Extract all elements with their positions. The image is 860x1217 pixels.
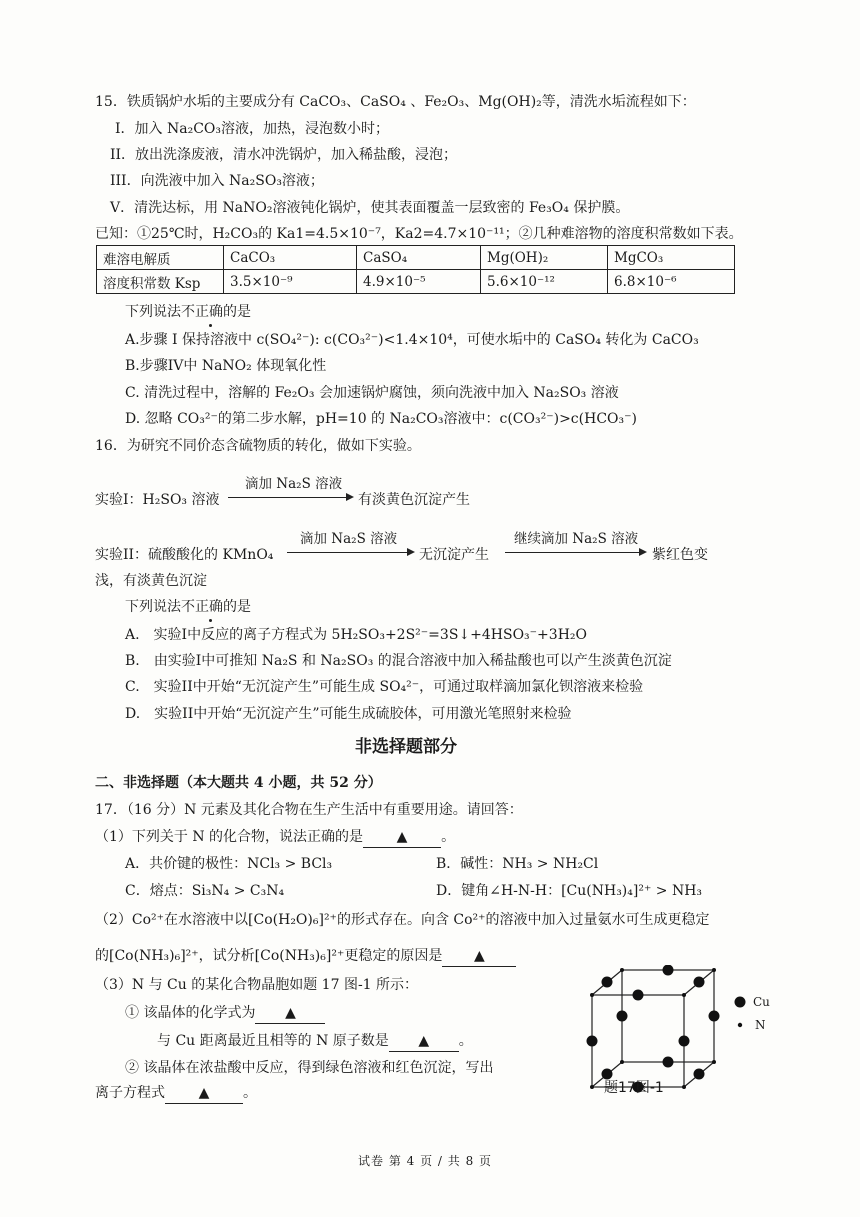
exp2-reagent-2: 继续滴加 Na₂S 溶液 bbox=[514, 531, 639, 547]
q17-p1-option-b: B．碱性：NH₃ > NH₂Cl bbox=[436, 856, 599, 872]
exp1-result: 有淡黄色沉淀产生 bbox=[358, 492, 470, 508]
q15-prompt: 下列说法不正确的是 bbox=[125, 304, 251, 320]
answer-blank[interactable] bbox=[255, 1003, 325, 1024]
answer-blank[interactable] bbox=[165, 1083, 243, 1104]
period: 。 bbox=[458, 1033, 473, 1049]
table-header-cell: Mg(OH)₂ bbox=[481, 246, 608, 270]
q17-part2-line2 bbox=[95, 946, 516, 967]
triangle-icon: ▲ bbox=[285, 1005, 296, 1021]
legend-cu-label: Cu bbox=[753, 995, 770, 1009]
q15-stem: 15．铁质锅炉水垢的主要成分有 CaCO₃、CaSO₄ 、Fe₂O₃、Mg(OH)₂等，清洗水垢流程如下： bbox=[95, 94, 696, 110]
q15-option-b: B.步骤IV中 NaNO₂ 体现氧化性 bbox=[125, 358, 327, 374]
q17-part3-1b bbox=[157, 1031, 473, 1052]
period: 。 bbox=[243, 1085, 257, 1101]
q16-option-b: B. 由实验I中可推知 Na₂S 和 Na₂SO₃ 的混合溶液中加入稀盐酸也可以产生淡黄色沉淀 bbox=[125, 653, 672, 669]
table-cell: 3.5×10⁻⁹ bbox=[224, 270, 357, 294]
q17-part2-text: 的[Co(NH₃)₆]²⁺，试分析[Co(NH₃)₆]²⁺更稳定的原因是 bbox=[95, 948, 443, 964]
q15-option-a: A.步骤 I 保持溶液中 c(SO₄²⁻): c(CO₃²⁻)<1.4×10⁴，可使水垢中的 CaSO₄ 转化为 CaCO₃ bbox=[125, 332, 699, 348]
table-cell: 溶度积常数 Ksp bbox=[97, 270, 224, 294]
table-header-cell: 难溶电解质 bbox=[97, 246, 224, 270]
q17-part3-2b-text: 离子方程式 bbox=[95, 1085, 165, 1101]
table-header-cell: MgCO₃ bbox=[608, 246, 735, 270]
triangle-icon: ▲ bbox=[418, 1033, 430, 1049]
q15-step-1: I．加入 Na₂CO₃溶液，加热，浸泡数小时； bbox=[115, 121, 389, 137]
q17-part3-2a: ② 该晶体在浓盐酸中反应，得到绿色溶液和红色沉淀，写出 bbox=[125, 1060, 494, 1076]
table-row bbox=[97, 246, 735, 270]
q16-option-a: A. 实验I中反应的离子方程式为 5H₂SO₃+2S²⁻=3S↓+4HSO₃⁻+3H₂O bbox=[125, 627, 587, 643]
answer-blank[interactable] bbox=[363, 827, 441, 848]
q15-step-3: III．向洗液中加入 Na₂SO₃溶液； bbox=[110, 173, 324, 189]
legend-n-label: N bbox=[755, 1018, 766, 1032]
exp2-mid: 无沉淀产生 bbox=[419, 547, 489, 563]
q17-part3-1b-text: 与 Cu 距离最近且相等的 N 原子数是 bbox=[157, 1033, 389, 1049]
q15-step-2: II．放出洗涤废液，清水冲洗锅炉，加入稀盐酸，浸泡； bbox=[110, 147, 458, 163]
figure-caption: 题17图-1 bbox=[604, 1080, 664, 1096]
triangle-icon: ▲ bbox=[198, 1085, 210, 1101]
exp2-result-cont: 浅，有淡黄色沉淀 bbox=[95, 573, 207, 589]
exp1-reagent: 滴加 Na₂S 溶液 bbox=[245, 476, 343, 492]
q17-part2-line1: （2）Co²⁺在水溶液中以[Co(H₂O)₆]²⁺的形式存在。向含 Co²⁺的溶液中加入过量氨水可生成更稳定 bbox=[95, 912, 710, 928]
q17-part1 bbox=[95, 827, 455, 848]
q17-p1-option-d: D．键角∠H-N-H：[Cu(NH₃)₄]²⁺ > NH₃ bbox=[436, 883, 703, 899]
table-cell: 4.9×10⁻⁵ bbox=[357, 270, 481, 294]
table-row bbox=[97, 270, 735, 294]
q15-known: 已知：①25℃时，H₂CO₃的 Ka1=4.5×10⁻⁷，Ka2=4.7×10⁻¹¹；②几种难溶物的溶度积常数如下表。 bbox=[95, 226, 743, 242]
section-header: 二、非选择题（本大题共 4 小题，共 52 分） bbox=[95, 775, 382, 791]
reaction-arrow bbox=[505, 552, 645, 553]
table-cell: 5.6×10⁻¹² bbox=[481, 270, 608, 294]
table-header-cell: CaCO₃ bbox=[224, 246, 357, 270]
answer-blank[interactable] bbox=[442, 946, 516, 967]
page-footer: 试卷 第 4 页 / 共 8 页 bbox=[358, 1154, 493, 1168]
q17-part3: （3）N 与 Cu 的某化合物晶胞如题 17 图-1 所示： bbox=[95, 977, 419, 993]
ksp-table bbox=[96, 245, 735, 294]
exp2-label: 实验II：硫酸酸化的 KMnO₄ bbox=[95, 547, 274, 563]
reaction-arrow bbox=[228, 497, 352, 498]
table-header-cell: CaSO₄ bbox=[357, 246, 481, 270]
exp2-result: 紫红色变 bbox=[652, 547, 708, 563]
triangle-icon: ▲ bbox=[396, 829, 408, 845]
reaction-arrow bbox=[287, 552, 413, 553]
q17-p1-option-c: C．熔点：Si₃N₄ > C₃N₄ bbox=[125, 883, 285, 899]
emphasis-dot bbox=[209, 324, 212, 327]
q16-stem: 16．为研究不同价态含硫物质的转化，做如下实验。 bbox=[95, 438, 421, 454]
q17-part3-2b bbox=[95, 1083, 257, 1104]
q15-step-5: V．清洗达标，用 NaNO₂溶液钝化锅炉，使其表面覆盖一层致密的 Fe₃O₄ 保护膜。 bbox=[110, 200, 630, 216]
q17-p1-option-a: A．共价键的极性：NCl₃ > BCl₃ bbox=[125, 856, 333, 872]
q17-part3-1 bbox=[125, 1003, 325, 1024]
q16-prompt: 下列说法不正确的是 bbox=[125, 599, 251, 615]
triangle-icon: ▲ bbox=[473, 948, 485, 964]
table-cell: 6.8×10⁻⁶ bbox=[608, 270, 735, 294]
emphasis-dot bbox=[209, 619, 212, 622]
section-title: 非选择题部分 bbox=[355, 737, 457, 757]
q17-stem: 17．（16 分）N 元素及其化合物在生产生活中有重要用途。请回答： bbox=[95, 802, 523, 818]
period: 。 bbox=[441, 829, 456, 845]
q17-part1-text: （1）下列关于 N 的化合物，说法正确的是 bbox=[95, 829, 364, 845]
crystal-cell-figure bbox=[570, 965, 770, 1100]
exp1-label: 实验I：H₂SO₃ 溶液 bbox=[95, 492, 220, 508]
q15-option-c: C. 清洗过程中，溶解的 Fe₂O₃ 会加速锅炉腐蚀，须向洗液中加入 Na₂SO₃ 溶液 bbox=[125, 385, 619, 401]
exp2-reagent-1: 滴加 Na₂S 溶液 bbox=[300, 531, 398, 547]
q15-option-d: D. 忽略 CO₃²⁻的第二步水解，pH=10 的 Na₂CO₃溶液中：c(CO₃²⁻)>c(HCO₃⁻) bbox=[125, 411, 637, 427]
q16-option-c: C. 实验II中开始“无沉淀产生”可能生成 SO₄²⁻，可通过取样滴加氯化钡溶液来检验 bbox=[125, 679, 644, 695]
q16-option-d: D. 实验II中开始“无沉淀产生”可能生成硫胶体，可用激光笔照射来检验 bbox=[125, 706, 572, 722]
answer-blank[interactable] bbox=[389, 1031, 459, 1052]
q17-part3-1-text: ① 该晶体的化学式为 bbox=[125, 1005, 256, 1021]
